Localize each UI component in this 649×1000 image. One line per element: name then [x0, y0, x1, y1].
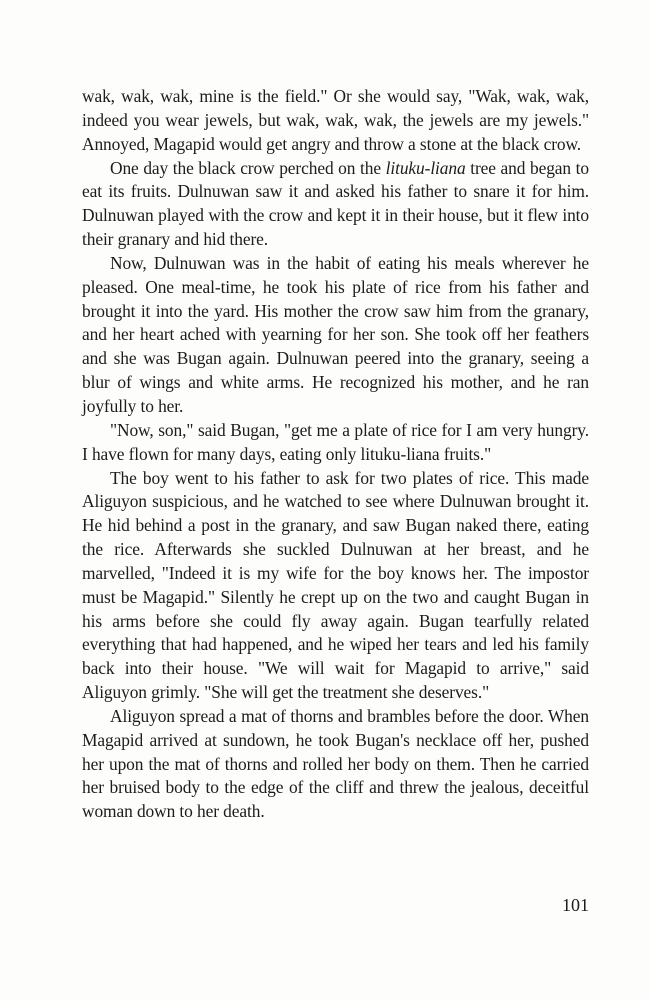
- page-number: 101: [562, 895, 589, 915]
- paragraph-2-before: One day the black crow perched on the: [110, 157, 386, 178]
- paragraph-2: [82, 157, 589, 252]
- italic-tree-name: lituku-liana: [385, 157, 466, 178]
- paragraph-5: The boy went to his father to ask for two plates of rice. This made Aliguyon suspicious, and he watched to see where Dulnuwan brought it. He hid behind a post in the granary, and saw Bugan naked there, eating the rice. Afterwards she suckled Dulnuwan at her breast, and he marvelled, "Indeed it is my wife for the boy knows her. The impostor must be Magapid." Silently he crept up on the two and caught Bugan in his arms before she could fly away again. Bugan tearfully related everything that had happened, and he wiped her tears and led his family back into their house. "We will wait for Magapid to arrive," said Aliguyon grimly. "She will get the treatment she deserves.": [82, 467, 589, 703]
- paragraph-1: wak, wak, wak, mine is the field." Or she would say, "Wak, wak, wak, indeed you wear jewels, but wak, wak, wak, the jewels are my jewels." Annoyed, Magapid would get angry and throw a stone at the black crow.: [82, 86, 589, 154]
- body-text: [82, 85, 589, 824]
- paragraph-2-after: tree and began to eat its fruits. Dulnuwan saw it and asked his father to snare it for him. Dulnuwan played with the crow and kept it in their house, but it flew into their granary and hid there.: [82, 157, 589, 250]
- paragraph-3: Now, Dulnuwan was in the habit of eating his meals wherever he pleased. One meal-time, he took his plate of rice from his father and brought it into the yard. His mother the crow saw him from the granary, and her heart ached with yearning for her son. She took off her feathers and she was Bugan again. Dulnuwan peered into the granary, seeing a blur of wings and white arms. He recognized his mother, and he ran joyfully to her.: [82, 252, 589, 416]
- paragraph-4: "Now, son," said Bugan, "get me a plate of rice for I am very hungry. I have flown for many days, eating only lituku-liana fruits.": [82, 419, 589, 464]
- paragraph-6: Aliguyon spread a mat of thorns and brambles before the door. When Magapid arrived at sundown, he took Bugan's necklace off her, pushed her upon the mat of thorns and rolled her body on them. Then he carried her bruised body to the edge of the cliff and threw the jealous, deceitful woman down to her death.: [82, 705, 589, 822]
